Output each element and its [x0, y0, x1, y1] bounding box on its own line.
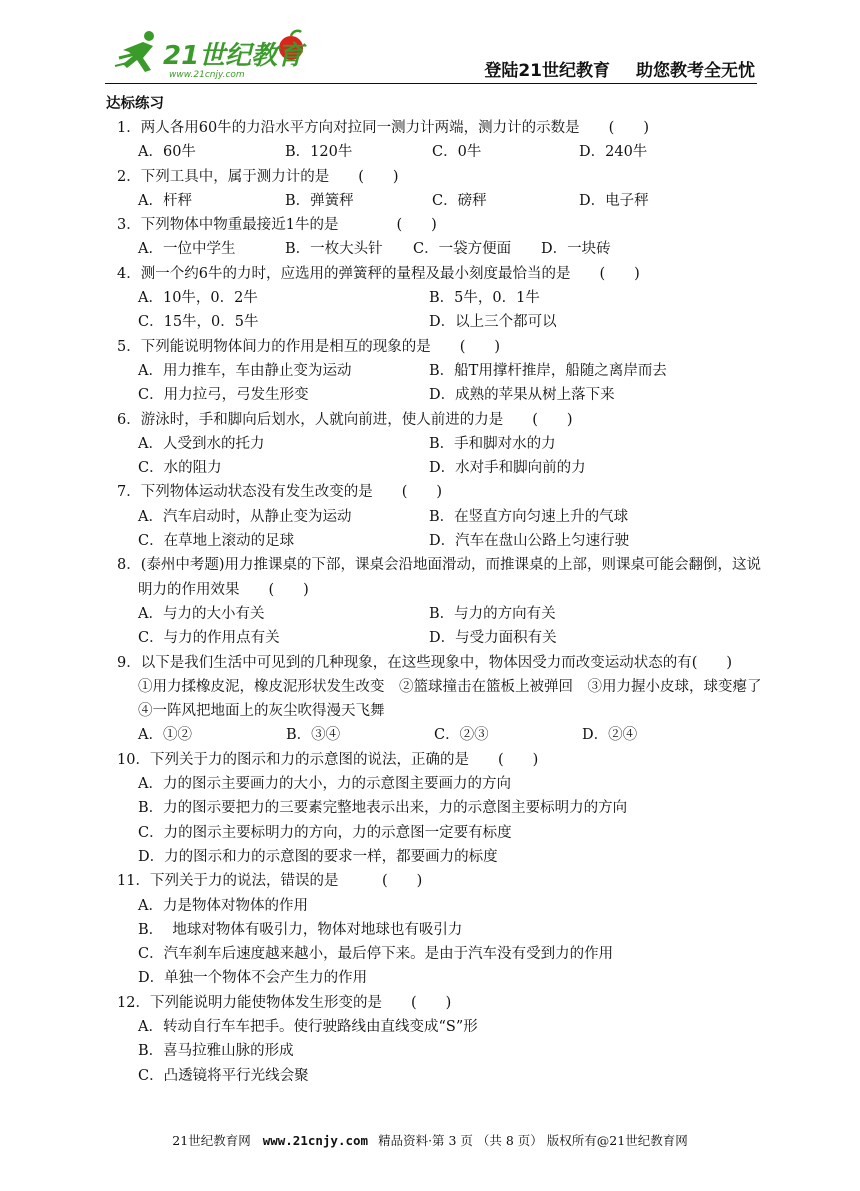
option-d: D．240牛: [579, 144, 648, 161]
page-header: [105, 28, 757, 86]
option-b: B．一枚大头针: [285, 241, 383, 258]
slogan-right: 助您教考全无忧: [636, 61, 755, 81]
option-c: C．力的图示主要标明力的方向，力的示意图一定要有标度: [138, 824, 512, 841]
option-a: A．转动自行车车把手。使行驶路线由直线变成“S”形: [138, 1018, 478, 1035]
options-row: [106, 456, 766, 480]
logo-text: 21世纪教育: [163, 41, 304, 71]
question-8: [106, 553, 766, 650]
options-row: [106, 286, 766, 310]
option-d: D．水对手和脚向前的力: [429, 460, 586, 477]
option-c: C．凸透镜将平行光线会聚: [138, 1067, 309, 1084]
option-a: A．力的图示主要画力的大小，力的示意图主要画力的方向: [138, 776, 511, 793]
question-4: [106, 262, 766, 335]
page-footer: [0, 1131, 860, 1149]
option-c: C．②③: [434, 727, 489, 744]
header-slogan: [484, 56, 755, 81]
option-a: A．与力的大小有关: [138, 605, 265, 622]
options-row: [106, 529, 766, 553]
option-b: B． 地球对物体有吸引力，物体对地球也有吸引力: [138, 921, 463, 938]
option-d: D．汽车在盘山公路上匀速行驶: [429, 533, 630, 550]
exercise-content: [106, 92, 776, 1088]
runner-icon: [115, 31, 154, 72]
option-d: D．电子秤: [579, 192, 649, 209]
option-b: B．手和脚对水的力: [429, 435, 556, 452]
option-b: B．弹簧秤: [285, 192, 354, 209]
slogan-left: 登陆21世纪教育: [484, 61, 610, 81]
options-row: [106, 383, 766, 407]
footer-info: 精品资料·第 3 页 （共 8 页） 版权所有@21世纪教育网: [378, 1133, 688, 1148]
options-row: [106, 505, 766, 529]
option-d: D．单独一个物体不会产生力的作用: [138, 970, 368, 987]
question-9: [106, 651, 776, 748]
options-row: [106, 602, 766, 626]
option-d: D．以上三个都可以: [429, 314, 557, 331]
question-stem: 2．下列工具中，属于测力计的是 ( ): [117, 168, 399, 185]
question-6: [106, 408, 766, 481]
option-d: D．②④: [582, 727, 638, 744]
question-stem: 7．下列物体运动状态没有发生改变的是 ( ): [117, 484, 443, 501]
options-row: [106, 432, 766, 456]
question-stem: 9．以下是我们生活中可见到的几种现象，在这些现象中，物体因受力而改变运动状态的有( ): [117, 654, 733, 671]
option-c: C．用力拉弓，弓发生形变: [138, 387, 309, 404]
logo-url: www.21cnjy.com: [169, 70, 245, 80]
option-b: B．在竖直方向匀速上升的气球: [429, 508, 629, 525]
question-12: [106, 991, 766, 1088]
option-b: B．喜马拉雅山脉的形成: [138, 1043, 294, 1060]
options-row: [106, 310, 766, 334]
options-row: [106, 237, 766, 261]
question-stem: 11．下列关于力的说法，错误的是 ( ): [117, 873, 423, 890]
options-row: [106, 626, 766, 650]
question-stem: 8．(泰州中考题)用力推课桌的下部，课桌会沿地面滑动，而推课桌的上部，则课桌可能会翻倒，这说明力的作用效果 ( ): [117, 557, 762, 598]
option-b: B．120牛: [285, 144, 353, 161]
footer-url[interactable]: www.21cnjy.com: [262, 1133, 369, 1148]
option-c: C．汽车刹车后速度越来越小，最后停下来。是由于汽车没有受到力的作用: [138, 946, 614, 963]
options-row: [106, 359, 766, 383]
option-c: C．15牛，0．5牛: [138, 314, 259, 331]
question-1: [106, 116, 766, 165]
options-row: [106, 189, 766, 213]
question-stem: 12．下列能说明力能使物体发生形变的是 ( ): [117, 994, 452, 1011]
option-d: D．力的图示和力的示意图的要求一样，都要画力的标度: [138, 848, 498, 865]
option-d: D．与受力面积有关: [429, 630, 557, 647]
question-stem: 10．下列关于力的图示和力的示意图的说法，正确的是 ( ): [117, 751, 539, 768]
question-stem: 5．下列能说明物体间力的作用是相互的现象的是 ( ): [117, 338, 501, 355]
21cnjy-logo: [113, 28, 313, 80]
question-11: [106, 869, 766, 990]
footer-site: 21世纪教育网: [172, 1133, 251, 1148]
option-c: C．0牛: [432, 144, 482, 161]
question-stem: 4．测一个约6牛的力时，应选用的弹簧秤的量程及最小刻度最恰当的是 ( ): [117, 265, 640, 282]
question-stem: 3．下列物体中物重最接近1牛的是 ( ): [117, 217, 437, 234]
question-5: [106, 335, 766, 408]
option-b: B．与力的方向有关: [429, 605, 556, 622]
options-row: [106, 140, 766, 164]
option-c: C．磅秤: [432, 192, 487, 209]
option-a: A．60牛: [138, 144, 196, 161]
option-a: A．用力推车，车由静止变为运动: [138, 362, 352, 379]
header-rule: [105, 83, 757, 84]
option-d: D．一块砖: [541, 241, 611, 258]
option-a: A．①②: [138, 727, 192, 744]
question-stem: 1．两人各用60牛的力沿水平方向对拉同一测力计两端，测力计的示数是 ( ): [117, 120, 649, 136]
option-c: C．水的阻力: [138, 460, 222, 477]
option-d: D．成熟的苹果从树上落下来: [429, 387, 615, 404]
options-row: [106, 723, 766, 747]
option-a: A．汽车启动时，从静止变为运动: [138, 508, 352, 525]
option-b: B．力的图示要把力的三要素完整地表示出来，力的示意图主要标明力的方向: [138, 800, 628, 817]
option-a: A．人受到水的托力: [138, 435, 265, 452]
option-b: B．③④: [286, 727, 341, 744]
option-c: C．与力的作用点有关: [138, 630, 280, 647]
section-title: 达标练习: [106, 95, 164, 112]
option-b: B．船T用撑杆推岸，船随之离岸而去: [429, 362, 667, 379]
option-c: C．在草地上滚动的足球: [138, 533, 295, 550]
option-c: C．一袋方便面: [413, 241, 512, 258]
option-a: A．10牛，0．2牛: [138, 290, 258, 307]
option-b: B．5牛，0．1牛: [429, 290, 540, 307]
question-3: [106, 213, 766, 262]
question-10: [106, 748, 766, 869]
question-stem: 6．游泳时，手和脚向后划水，人就向前进，使人前进的力是 ( ): [117, 411, 573, 428]
question-2: [106, 165, 766, 214]
option-a: A．一位中学生: [138, 241, 236, 258]
option-a: A．力是物体对物体的作用: [138, 897, 308, 914]
question-detail: ①用力揉橡皮泥，橡皮泥形状发生改变 ②篮球撞击在篮板上被弹回 ③用力握小皮球，球变瘪了 ④一阵风把地面上的灰尘吹得漫天飞舞: [138, 678, 776, 720]
question-7: [106, 480, 766, 553]
option-a: A．杆秤: [138, 192, 192, 209]
